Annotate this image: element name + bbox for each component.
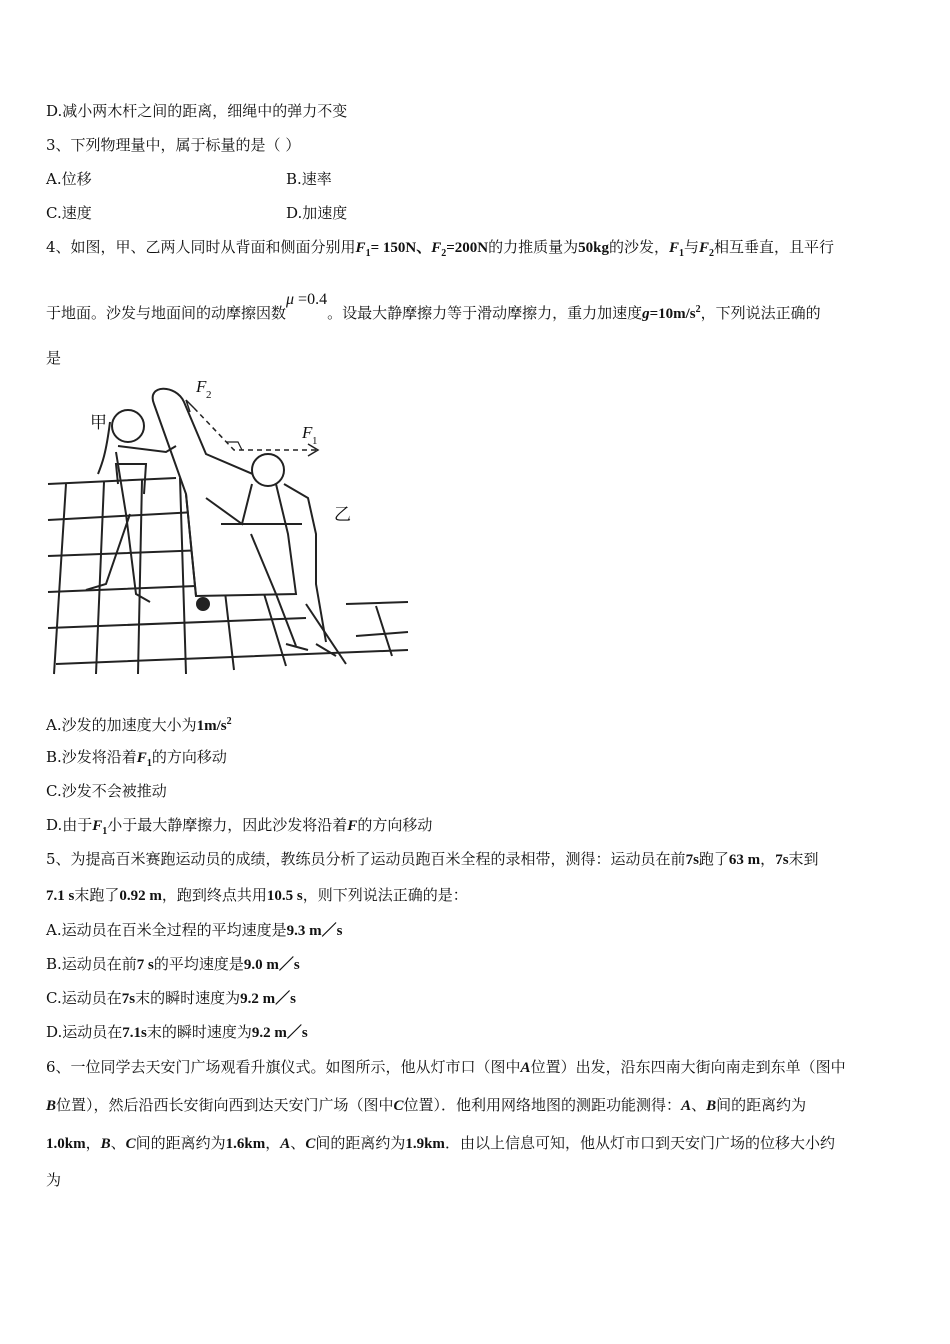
q4-text: A.沙发的加速度大小为 [46,716,197,734]
f-symbol: F [136,750,147,766]
q4-text: 与 [684,238,700,256]
q5-value: 9.2 m／s [251,1025,308,1041]
f2-value: =200N [446,240,489,256]
q4-stem-line2 [46,291,906,324]
label-f2-sub: 2 [206,389,212,401]
f-symbol: F [668,240,679,256]
q4-text: 的方向移动 [151,748,227,766]
q4-stem-line1 [46,237,906,264]
q4-text: 相互垂直，且平行 [714,238,835,256]
point-c: C [125,1136,136,1152]
point-a: A [520,1060,531,1076]
q4-text: ，下列说法正确的 [700,304,821,322]
f1-value: = 150N、 [370,240,432,256]
accel-value: 1m/s [196,718,227,734]
q6-text: ．由以上信息可知，他从灯市口到天安门广场的位移大小约 [444,1134,835,1152]
point-a: A [280,1136,291,1152]
q5-option-c [46,988,906,1009]
q4-stem-line3: 是 [46,349,62,367]
q2-option-d: D.减小两木杆之间的距离，细绳中的弹力不变 [46,102,348,120]
f-symbol: F [347,818,358,834]
q5-text: 的平均速度是 [153,955,244,973]
q5-value: 9.0 m／s [243,957,300,973]
point-b: B [46,1098,57,1114]
q5-stem-line1 [46,849,906,870]
mu-symbol: μ [286,291,295,308]
q6-text: 、 [691,1096,707,1114]
superscript: 2 [226,716,232,727]
q5-text: C.运动员在 [46,989,122,1007]
q4-option-d [46,815,906,842]
label-jia: 甲 [90,413,107,433]
q5-text: 末的瞬时速度为 [146,1023,252,1041]
point-a: A [681,1098,692,1114]
q5-option-b [46,954,906,975]
q5-value: 7s [685,852,699,868]
q6-text: 、 [110,1134,126,1152]
f-symbol: F [699,240,710,256]
f-subscript: 1 [146,758,152,769]
q5-stem-line2 [46,885,906,906]
q5-value: 0.92 m [119,888,162,904]
q6-text: 间的距离约为 [716,1096,807,1114]
q4-text: 的方向移动 [357,816,433,834]
q5-text: 末到 [788,850,819,868]
q6-stem-line4: 为 [46,1171,62,1189]
f-subscript: 2 [441,248,447,259]
q4-option-b [46,747,906,774]
q5-text: ， [760,850,776,868]
q6-stem-line2 [46,1095,906,1116]
q6-text: 位置）出发，沿东四南大街向南走到东单（图中 [530,1058,846,1076]
f-symbol: F [92,818,103,834]
mass-value: 50kg [578,240,609,256]
q5-value: 7s [121,991,136,1007]
sofa-push-figure [46,374,411,686]
f-subscript: 1 [102,826,108,837]
q6-text: 、 [290,1134,306,1152]
q4-text: 。设最大静摩擦力等于滑动摩擦力，重力加速度 [327,304,643,322]
q4-option-a [46,712,906,736]
q5-text: 末的瞬时速度为 [135,989,241,1007]
f-symbol: F [431,240,442,256]
point-b: B [706,1098,717,1114]
g-symbol: g [642,306,650,322]
q5-value: 63 m [728,852,761,868]
q5-text: 跑了 [698,850,729,868]
q5-text: ，则下列说法正确的是： [302,886,468,904]
q4-text: 小于最大静摩擦力，因此沙发将沿着 [107,816,348,834]
q5-value: 7 s [136,957,154,973]
q5-value: 7.1s [122,1025,147,1041]
q6-stem-line3: 1.0km，B、C间的距离约为1.6km，A、C间的距离约为1.9km．由以上信息可知，他从灯市口到天安门广场的位移大小约 [46,1134,835,1152]
q5-value: 10.5 s [266,888,303,904]
q3-options-row1 [46,169,906,189]
q3-options-row2 [46,203,906,223]
mu-formula [286,291,327,308]
q5-text: ，跑到终点共用 [161,886,267,904]
q5-value: 7s [775,852,789,868]
q5-text: B.运动员在前 [46,955,137,973]
g-value: =10m/s [649,306,696,322]
f-subscript: 2 [709,248,715,259]
superscript: 2 [695,304,701,315]
f-subscript: 1 [365,248,371,259]
q3-option-a: A.位移 [46,170,92,188]
q6-text: 位置），然后沿西长安街向西到达天安门广场（图中 [56,1096,394,1114]
q4-text: 于地面。沙发与地面间的动摩擦因数 [46,304,287,322]
q6-text: 位置）．他利用网络地图的测距功能测得： [403,1096,682,1114]
q3-option-b: B.速率 [286,170,332,188]
q5-option-d [46,1022,906,1043]
distance-value: 1.0km [46,1136,86,1152]
distance-value: 1.9km [405,1136,445,1152]
q6-text: 间的距离约为 [135,1134,226,1152]
label-f1: F [302,423,313,442]
q4-text: 4、如图，甲、乙两人同时从背面和侧面分别用 [46,238,356,256]
q5-value: 7.1 s [46,888,75,904]
point-c: C [393,1098,404,1114]
point-c: C [305,1136,316,1152]
q4-text: 的力推质量为 [488,238,579,256]
label-f1-sub: 1 [312,435,318,447]
q3-option-c: C.速度 [46,204,92,222]
mu-value: =0.4 [294,291,328,308]
f-symbol: F [355,240,366,256]
q4-text: D.由于 [46,816,93,834]
q5-text: 5、为提高百米赛跑运动员的成绩，教练员分析了运动员跑百米全程的录相带，测得：运动员在前 [46,850,686,868]
q6-text: 间的距离约为 [315,1134,406,1152]
label-yi: 乙 [334,505,351,525]
q5-option-a [46,920,906,941]
q4-text: 的沙发， [608,238,669,256]
q6-text: 6、一位同学去天安门广场观看升旗仪式。如图所示，他从灯市口（图中 [46,1058,521,1076]
q3-stem: 3、下列物理量中，属于标量的是（ ） [46,136,301,154]
q3-option-d: D.加速度 [286,204,348,222]
q5-text: A.运动员在百米全过程的平均速度是 [46,921,287,939]
f-subscript: 1 [679,248,684,259]
q4-option-c: C.沙发不会被推动 [46,782,167,800]
q5-value: 9.2 m／s [240,991,296,1007]
label-f2: F [196,377,207,396]
distance-value: 1.6km [225,1136,266,1152]
q5-value: 9.3 m／s [286,923,343,939]
q5-text: D.运动员在 [46,1023,123,1041]
q4-text: B.沙发将沿着 [46,748,137,766]
q6-stem-line1 [46,1057,906,1078]
point-b: B [100,1136,111,1152]
q5-text: 末跑了 [74,886,120,904]
